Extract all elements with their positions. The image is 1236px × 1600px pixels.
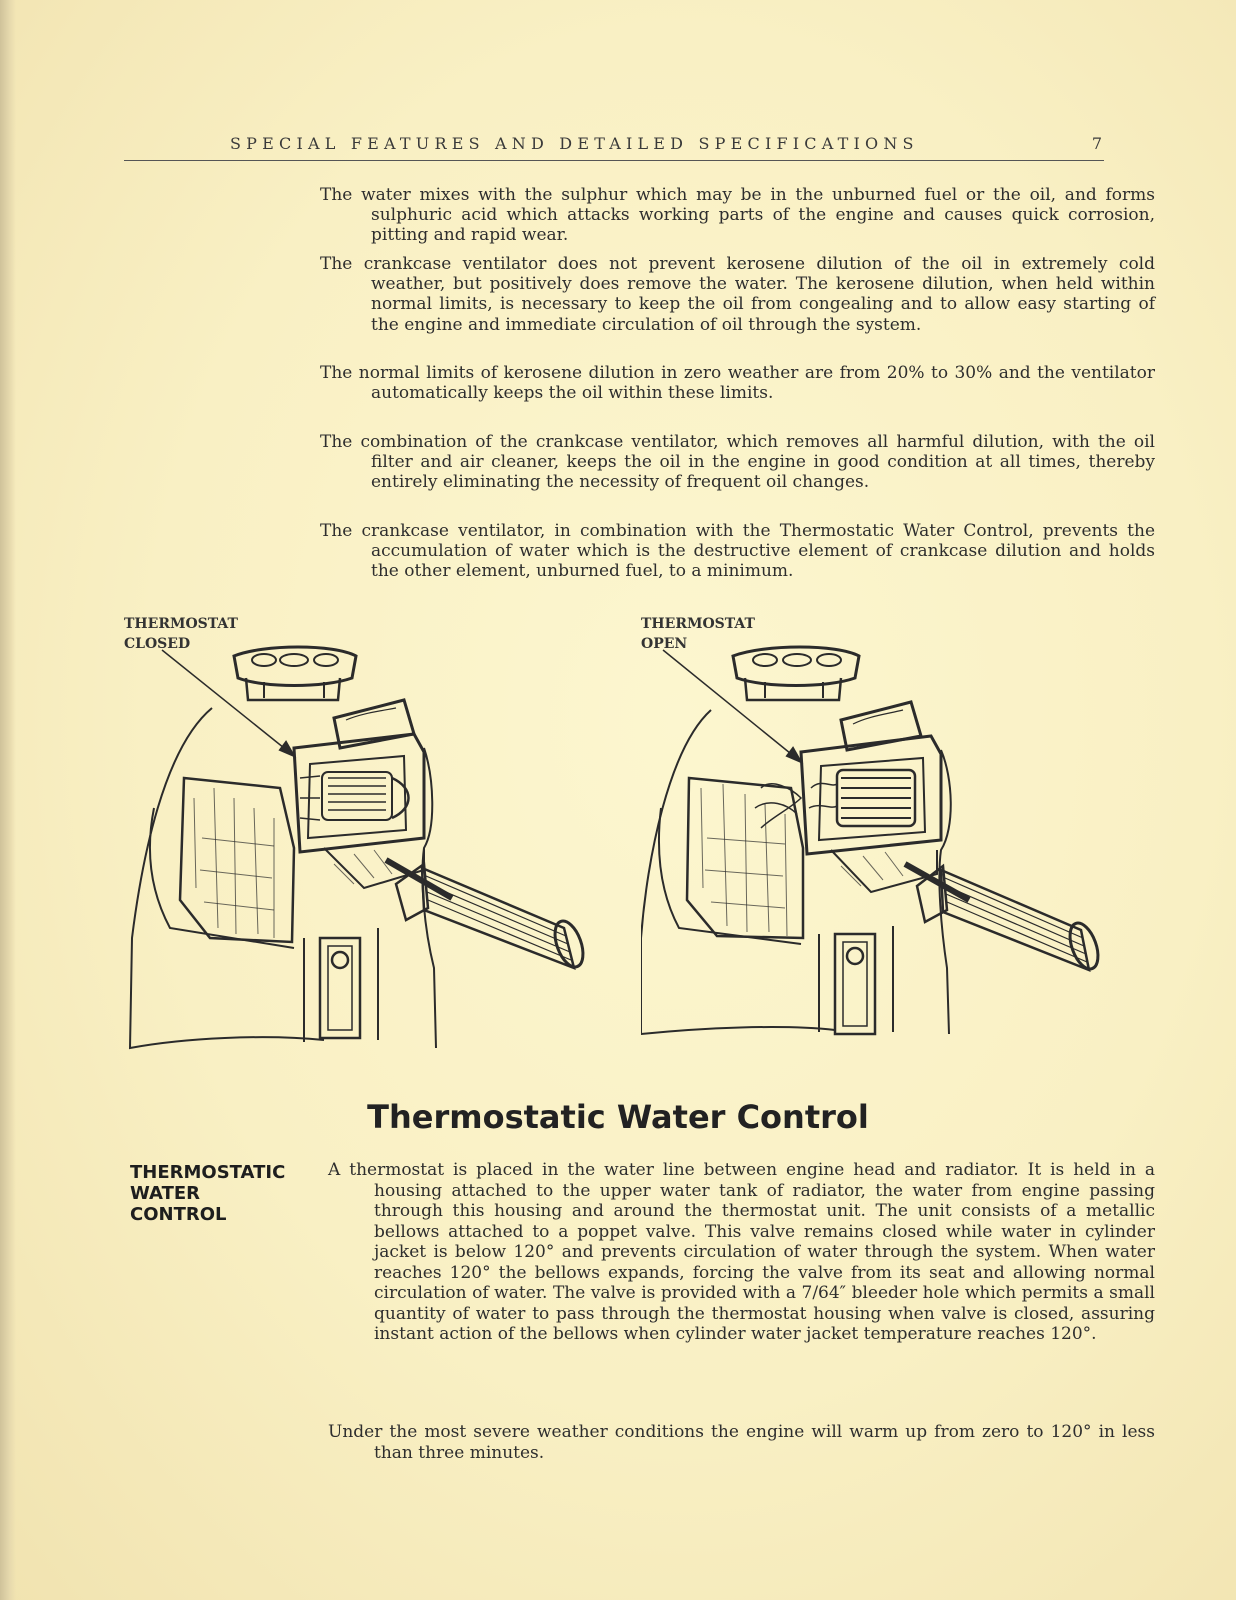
side-heading-line3: CONTROL: [130, 1204, 227, 1225]
running-header: [124, 130, 1104, 161]
closing-paragraph: Under the most severe weather conditions the engine will warm up from zero to 120° in less than three minutes.: [328, 1422, 1155, 1463]
paragraph-2: The crankcase ventilator does not prevent kerosene dilution of the oil in extremely cold weather, but positively does remove the water. The kerosene dilution, when held within normal limits, is necessary to keep the oil from congealing and to allow easy starting of the engine and immediate circulation of oil through the system.: [320, 254, 1155, 335]
figure-label-closed-line2: CLOSED: [124, 636, 191, 652]
paragraph-4: The combination of the crankcase ventilator, which removes all harmful dilution, with the oil filter and air cleaner, keeps the oil in the engine in good condition at all times, thereby entirely eliminating the necessity of frequent oil changes.: [320, 432, 1155, 493]
section-title: Thermostatic Water Control: [367, 1098, 869, 1136]
side-heading-line1: THERMOSTATIC: [130, 1162, 286, 1183]
thermostat-open-illustration: [641, 638, 1101, 1068]
paragraph-1: The water mixes with the sulphur which may be in the unburned fuel or the oil, and forms sulphuric acid which attacks working parts of the engine and causes quick corrosion, pitting and rapid wear.: [320, 185, 1155, 246]
figure-label-open-line1: THERMOSTAT: [641, 616, 755, 632]
page-binding-edge: [0, 0, 16, 1600]
figure-label-open-line2: OPEN: [641, 636, 688, 652]
paragraph-5: The crankcase ventilator, in combination with the Thermostatic Water Control, prevents the accumulation of water which is the destructive element of crankcase dilution and holds the other element, unburned fuel, to a minimum.: [320, 521, 1155, 582]
figure-label-closed-line1: THERMOSTAT: [124, 616, 238, 632]
side-heading-line2: WATER: [130, 1183, 201, 1204]
paragraph-3: The normal limits of kerosene dilution in zero weather are from 20% to 30% and the ventilator automatically keeps the oil within these limits.: [320, 363, 1155, 404]
side-heading: [130, 1162, 285, 1225]
section-body-paragraph: A thermostat is placed in the water line between engine head and radiator. It is held in a housing attached to the upper water tank of radiator, the water from engine passing through this housing and around the thermostat unit. The unit consists of a metallic bellows attached to a poppet valve. This valve remains closed while water in cylinder jacket is below 120° and prevents circulation of water through the system. When water reaches 120° the bellows expands, forcing the valve from its seat and allowing normal circulation of water. The valve is provided with a 7/64″ bleeder hole which permits a small quantity of water to pass through the thermostat housing when valve is closed, assuring instant action of the bellows when cylinder water jacket temperature reaches 120°.: [328, 1160, 1155, 1344]
thermostat-closed-illustration: [124, 638, 594, 1068]
header-title: SPECIAL FEATURES AND DETAILED SPECIFICATIONS: [230, 134, 919, 153]
page-number: 7: [1091, 134, 1102, 153]
